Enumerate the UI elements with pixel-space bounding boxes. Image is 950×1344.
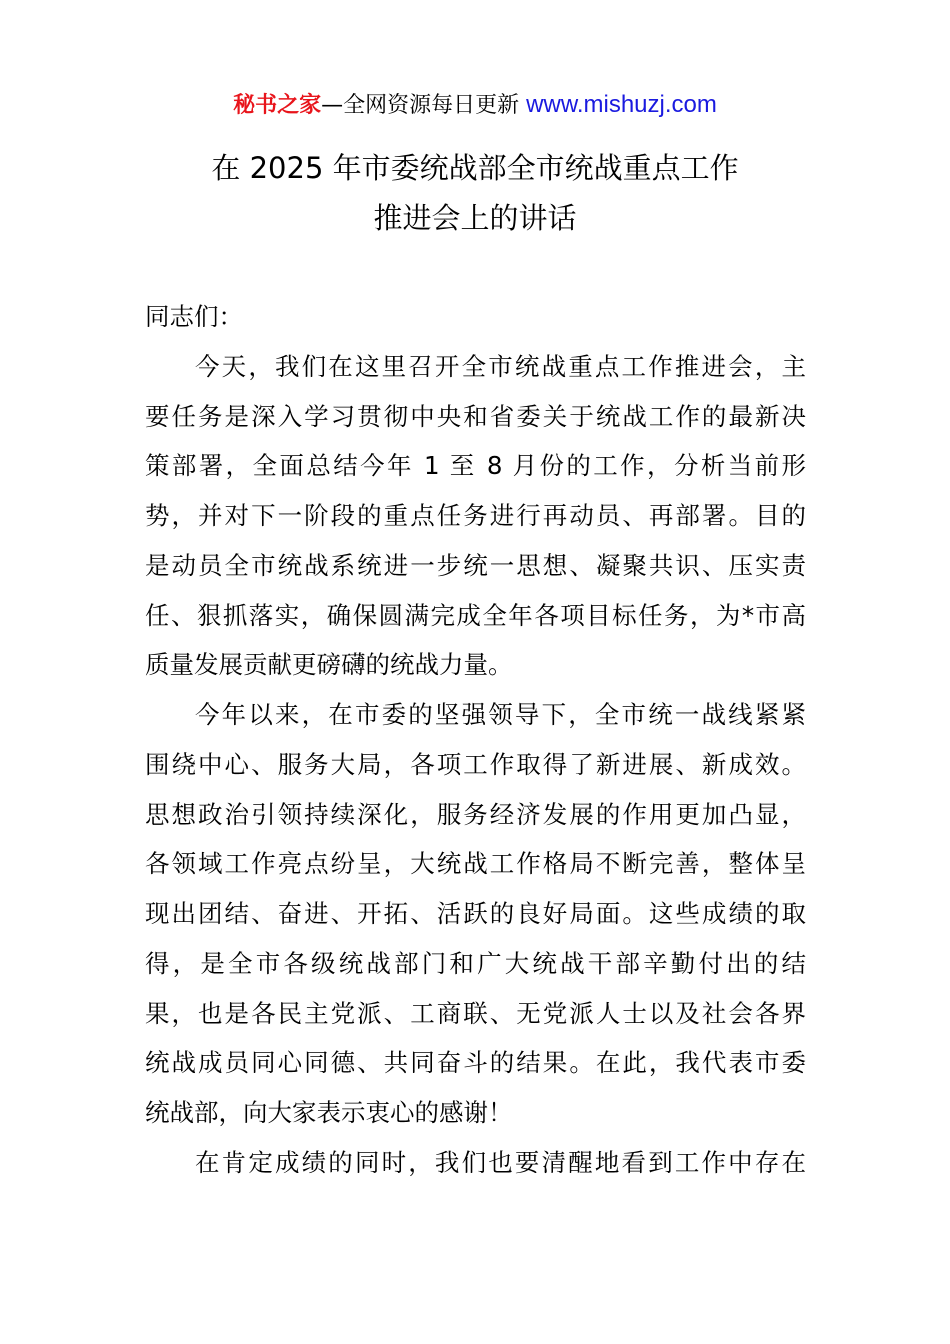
body-text-line: 在肯定成绩的同时，我们也要清醒地看到工作中存在 (195, 1147, 806, 1177)
body-text-line: 策部署，全面总结今年 1 至 8 月份的工作，分析当前形 (145, 451, 806, 481)
body-text-line: 思想政治引领持续深化，服务经济发展的作用更加凸显， (145, 799, 806, 829)
document-title-line-1: 在 2025 年市委统战部全市统战重点工作 (211, 151, 739, 185)
body-text-line: 得，是全市各级统战部门和广大统战干部辛勤付出的结 (145, 948, 806, 978)
body-text-line: 今年以来，在市委的坚强领导下，全市统一战线紧紧 (195, 700, 806, 729)
body-text-line: 各领域工作亮点纷呈，大统战工作格局不断完善，整体呈 (145, 849, 806, 879)
site-url-link[interactable]: www.mishuzj.com (526, 91, 717, 118)
body-text-line: 果，也是各民主党派、工商联、无党派人士以及社会各界 (145, 998, 806, 1028)
salutation: 同志们： (145, 302, 243, 331)
body-text-line: 任、狠抓落实，确保圆满完成全年各项目标任务，为*市高 (145, 600, 806, 630)
body-text-line: 要任务是深入学习贯彻中央和省委关于统战工作的最新决 (145, 401, 806, 431)
document-title-line-2: 推进会上的讲话 (373, 201, 577, 235)
body-text-line: 现出团结、奋进、开拓、活跃的良好局面。这些成绩的取 (145, 899, 806, 928)
document-body (145, 292, 806, 1188)
body-text-line: 势，并对下一阶段的重点任务进行再动员、再部署。目的 (145, 501, 806, 530)
banner-tagline: —全网资源每日更新 (321, 93, 527, 118)
site-banner (0, 88, 950, 123)
brand-name: 秘书之家 (233, 93, 322, 118)
body-text-line: 围绕中心、服务大局，各项工作取得了新进展、新成效。 (145, 749, 806, 779)
body-text-line: 统战部，向大家表示衷心的感谢！ (145, 1098, 513, 1127)
body-text-line: 统战成员同心同德、共同奋斗的结果。在此，我代表市委 (145, 1048, 806, 1078)
body-text-line: 是动员全市统战系统进一步统一思想、凝聚共识、压实责 (145, 550, 806, 580)
body-text-line: 今天，我们在这里召开全市统战重点工作推进会，主 (195, 351, 806, 381)
body-text-line: 质量发展贡献更磅礴的统战力量。 (145, 650, 513, 680)
